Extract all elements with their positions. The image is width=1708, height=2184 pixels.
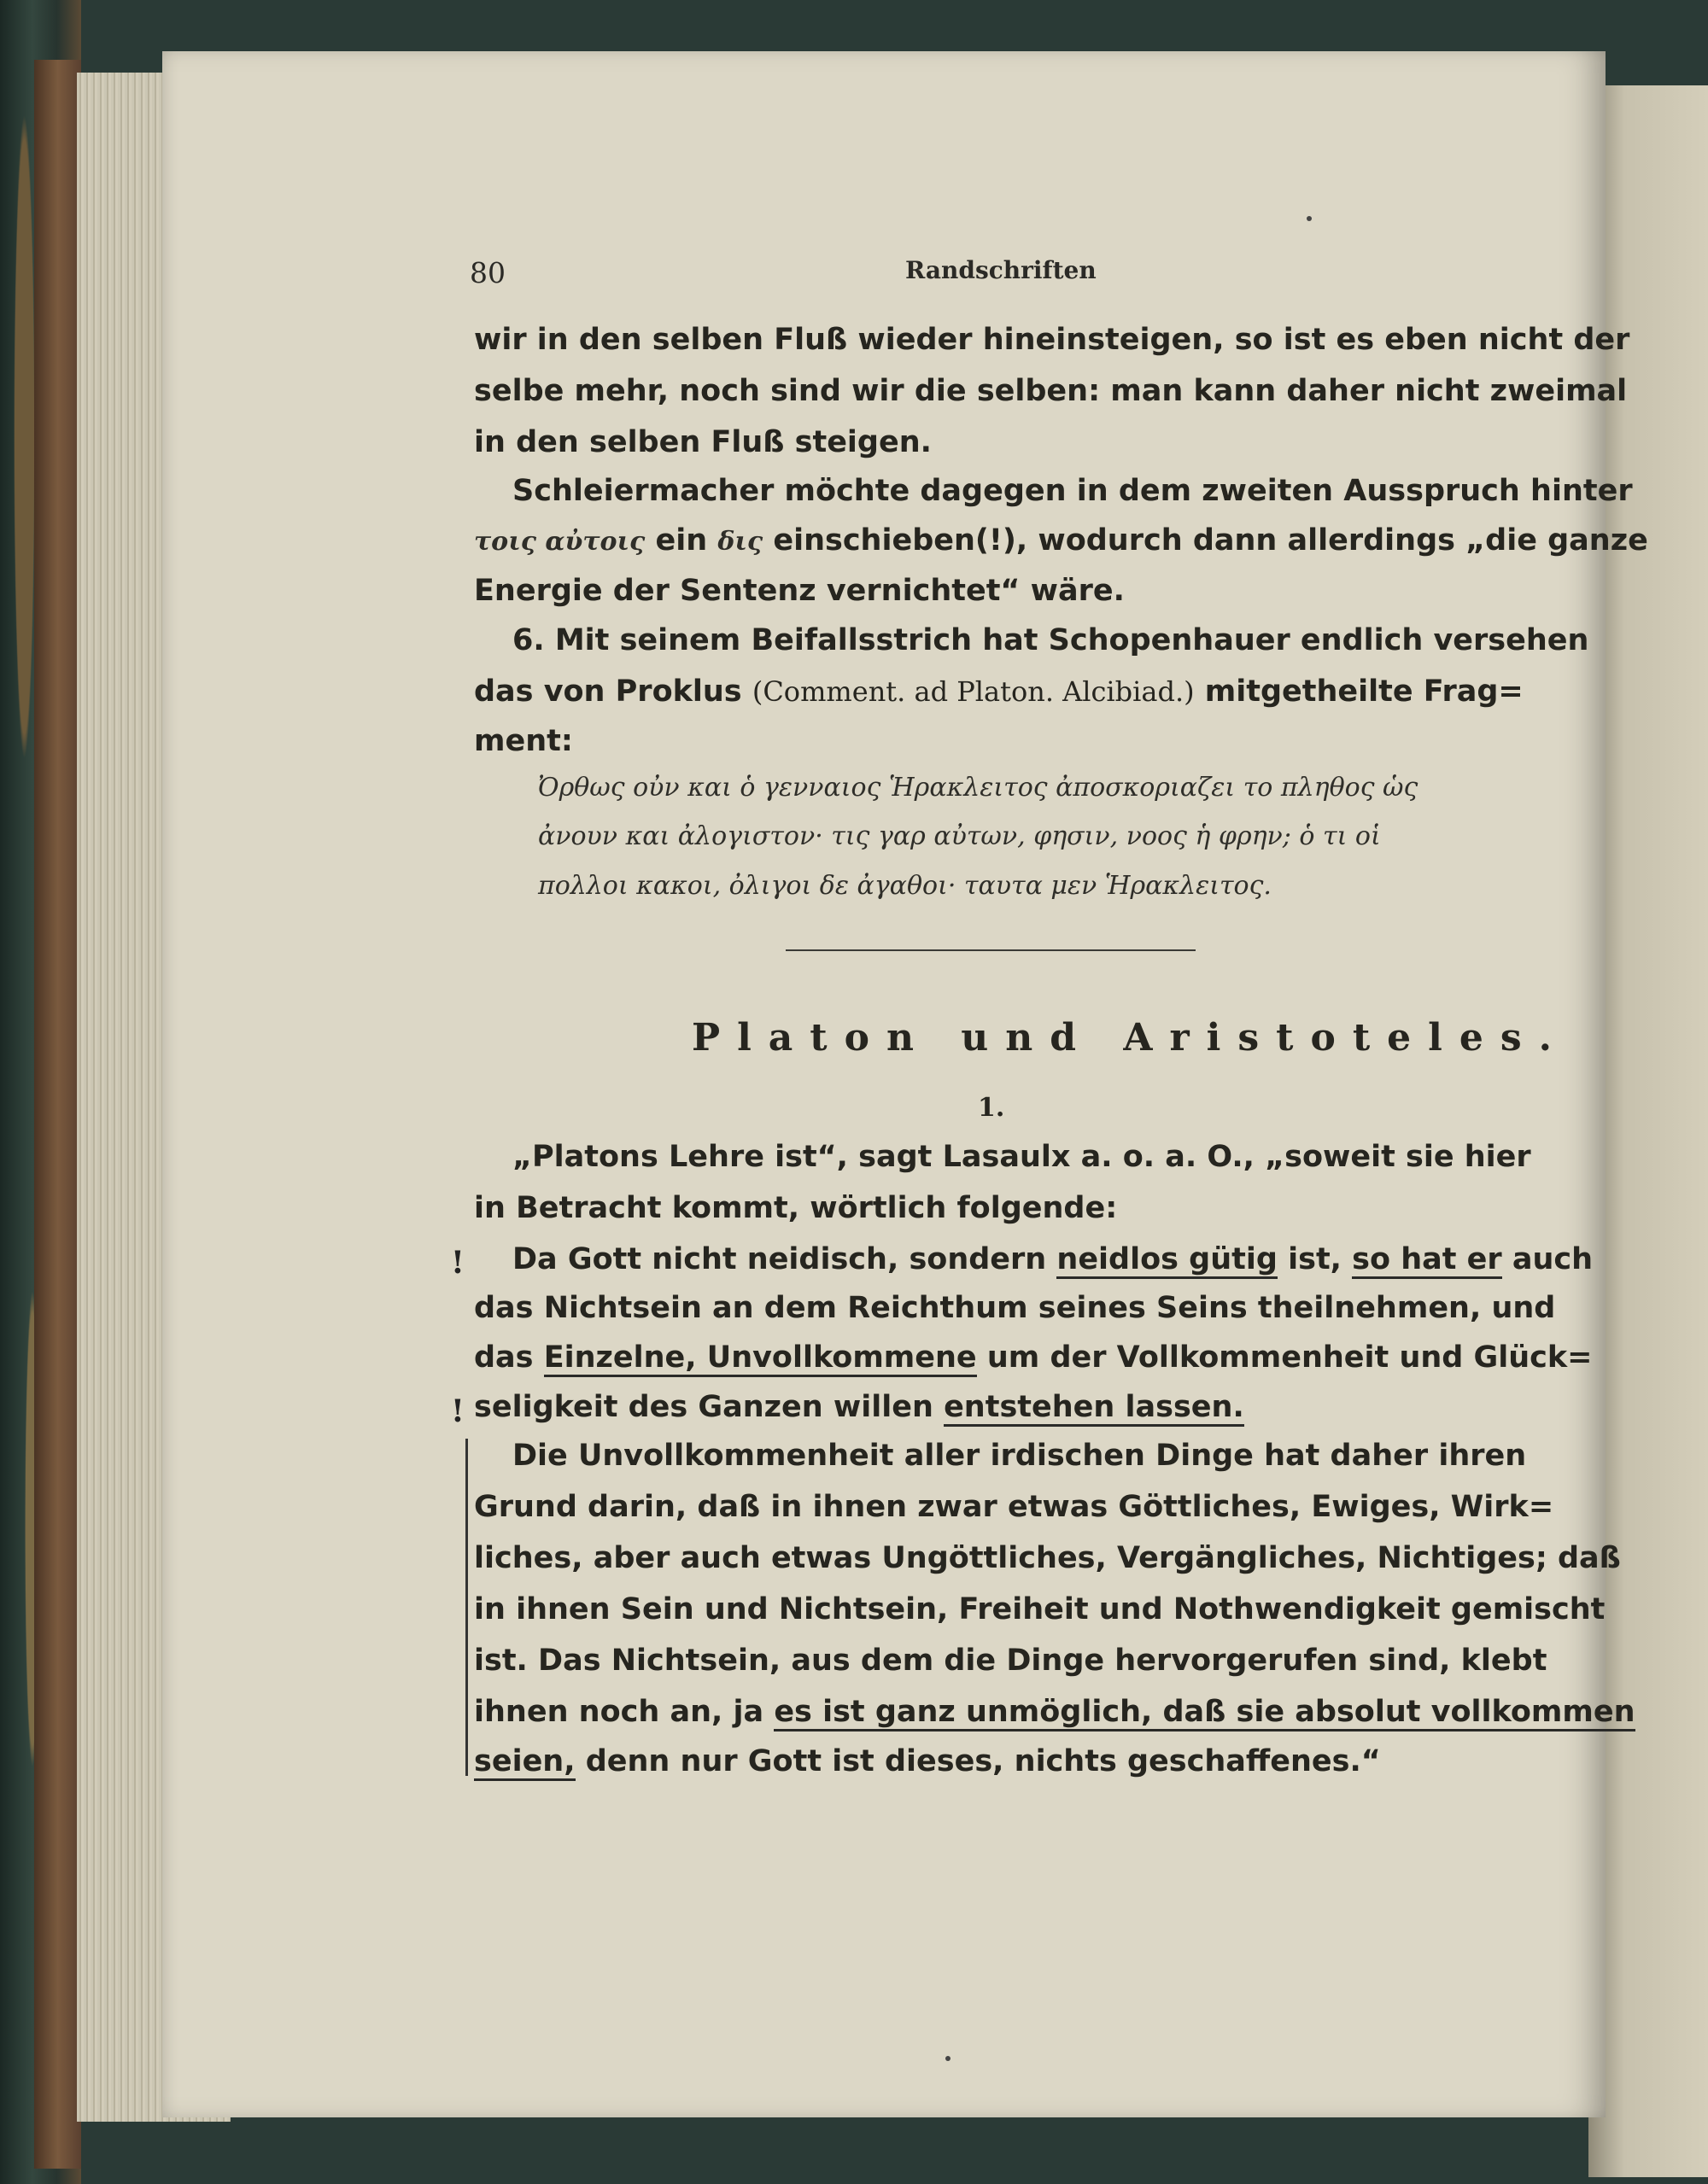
text-line: „Platons Lehre ist“, sagt Lasaulx a. o. a. O., „soweit sie hier <box>512 1140 1531 1174</box>
underlined-phrase: neidlos gütig <box>1056 1242 1278 1279</box>
text-fragment: ein <box>655 523 708 558</box>
margin-exclamation-mark: ! <box>451 1393 465 1429</box>
text-line: in den selben Fluß steigen. <box>474 425 932 459</box>
book-page <box>162 51 1606 2117</box>
running-head: Randschriften <box>905 256 1097 284</box>
section-divider <box>786 949 1196 951</box>
text-line: liches, aber auch etwas Ungöttliches, Vergängliches, Nichtiges; daß <box>474 1541 1621 1575</box>
margin-exclamation-mark: ! <box>451 1245 465 1281</box>
greek-quote-line: ἀνουν και ἀλογιστον· τις γαρ αὐτων, φησιν, νοος ἡ φρην; ὁ τι οἱ <box>538 821 1381 851</box>
text-line-mixed <box>474 674 1524 709</box>
text-line: Schleiermacher möchte dagegen in dem zweiten Ausspruch hinter <box>512 474 1633 508</box>
text-line: das Nichtsein an dem Reichthum seines Seins theilnehmen, und <box>474 1291 1556 1325</box>
text-fragment: auch <box>1512 1242 1594 1276</box>
text-line: ment: <box>474 724 573 758</box>
text-fragment: das von Proklus <box>474 674 742 709</box>
text-fragment: ihnen noch an, ja <box>474 1695 764 1729</box>
text-line: 6. Mit seinem Beifallsstrich hat Schopenhauer endlich versehen <box>512 623 1589 657</box>
text-fragment: einschieben(!), wodurch dann allerdings „die ganze <box>773 523 1648 558</box>
section-heading: Platon und Aristoteles. <box>692 1016 1569 1060</box>
text-line: wir in den selben Fluß wieder hineinsteigen, so ist es eben nicht der <box>474 323 1630 357</box>
underlined-phrase: Einzelne, Unvollkommene <box>544 1340 977 1377</box>
greek-quote-line: πολλοι κακοι, ὀλιγοι δε ἀγαθοι· ταυτα μεν Ἡρακλειτος. <box>538 871 1272 901</box>
paper-speck <box>1307 216 1312 221</box>
underlined-phrase: es ist ganz unmöglich, daß sie absolut vollkommen <box>774 1695 1635 1731</box>
text-fragment: um der Vollkommenheit und Glück= <box>986 1340 1593 1375</box>
greek-quote-line: Ὀρθως οὐν και ὁ γενναιος Ἡρακλειτος ἀποσκοριαζει το πληθος ὡς <box>538 773 1418 803</box>
underlined-phrase: so hat er <box>1352 1242 1502 1279</box>
text-line: Energie der Sentenz vernichtet“ wäre. <box>474 574 1125 608</box>
text-line: Die Unvollkommenheit aller irdischen Dinge hat daher ihren <box>512 1439 1527 1473</box>
text-line: in ihnen Sein und Nichtsein, Freiheit und Nothwendigkeit gemischt <box>474 1592 1606 1626</box>
text-line-mixed <box>474 523 1648 558</box>
text-fragment: seligkeit des Ganzen willen <box>474 1390 933 1424</box>
paper-speck <box>945 2056 951 2061</box>
text-fragment: denn nur Gott ist dieses, nichts geschaffenes.“ <box>585 1744 1381 1778</box>
greek-word: δις <box>717 527 763 557</box>
underlined-phrase: entstehen lassen. <box>944 1390 1244 1427</box>
text-line: ist. Das Nichtsein, aus dem die Dinge hervorgerufen sind, klebt <box>474 1644 1547 1678</box>
margin-sideline <box>465 1439 468 1776</box>
greek-word: τοις αὐτοις <box>474 527 646 557</box>
text-line-underlined <box>474 1340 1593 1375</box>
text-line: in Betracht kommt, wörtlich folgende: <box>474 1191 1118 1225</box>
text-line: Grund darin, daß in ihnen zwar etwas Göttliches, Ewiges, Wirk= <box>474 1490 1554 1524</box>
book-spine-leather <box>34 60 81 2169</box>
text-line: selbe mehr, noch sind wir die selben: man kann daher nicht zweimal <box>474 374 1628 408</box>
text-fragment: mitgetheilte Frag= <box>1204 674 1524 709</box>
page-header <box>470 256 1537 299</box>
latin-citation: (Comment. ad Platon. Alcibiad.) <box>752 675 1195 708</box>
page-number: 80 <box>470 256 506 289</box>
text-line-underlined <box>474 1695 1635 1729</box>
text-line-underlined <box>512 1242 1593 1276</box>
underlined-phrase: seien, <box>474 1744 576 1781</box>
text-line-underlined <box>474 1744 1381 1778</box>
text-fragment: Da Gott nicht neidisch, sondern <box>512 1242 1047 1276</box>
section-number: 1. <box>978 1093 1005 1123</box>
text-fragment: das <box>474 1340 534 1375</box>
text-fragment: ist, <box>1288 1242 1342 1276</box>
text-line-underlined <box>474 1390 1244 1424</box>
